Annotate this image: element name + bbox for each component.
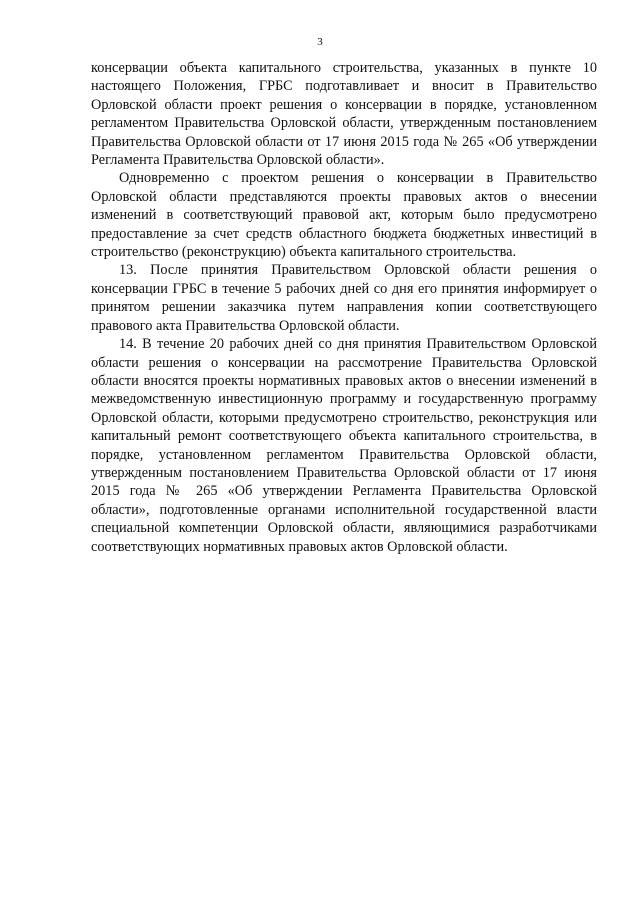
paragraph-item-13: 13. После принятия Правительством Орловской области решения о консервации ГРБС в течение 5 рабочих дней со дня его принятия информирует о принятом решении заказчика путем направления копии соответствующего правового акта Правительства Орловской области. (91, 262, 597, 334)
paragraph-simultaneous-submission: Одновременно с проектом решения о консервации в Правительство Орловской области представляются проекты правовых актов о внесении изменений в соответствующий правовой акт, которым было предусмотрено предоставление за счет средств областного бюджета бюджетных инвестиций в строительство (реконструкцию) объекта капитального строительства. (91, 170, 597, 261)
paragraph-item-14: 14. В течение 20 рабочих дней со дня принятия Правительством Орловской области решения о консервации на рассмотрение Правительства Орловской области вносятся проекты нормативных правовых актов о внесении изменений в межведомственную инвестиционную программу и государственную программу Орловской области, которыми предусмотрено строительство, реконструкция или капитальный ремонт соответствующего объекта капитального строительства, в порядке, установленном регламентом Правительства Орловской области, утвержденным постановлением Правительства Орловской области от 17 июня 2015 года № 265 «Об утверждении Регламента Правительства Орловской области», подготовленные органами исполнительной государственной власти специальной компетенции Орловской области, являющимися разработчиками соответствующих нормативных правовых актов Орловской области. (91, 336, 597, 555)
document-body (91, 59, 597, 556)
page-number: 3 (317, 36, 323, 48)
paragraph-continuation: консервации объекта капитального строительства, указанных в пункте 10 настоящего Положения, ГРБС подготавливает и вносит в Правительство Орловской области проект решения о консервации в порядке, установленном регламентом Правительства Орловской области, утвержденным постановлением Правительства Орловской области от 17 июня 2015 года № 265 «Об утверждении Регламента Правительства Орловской области». (91, 60, 597, 169)
